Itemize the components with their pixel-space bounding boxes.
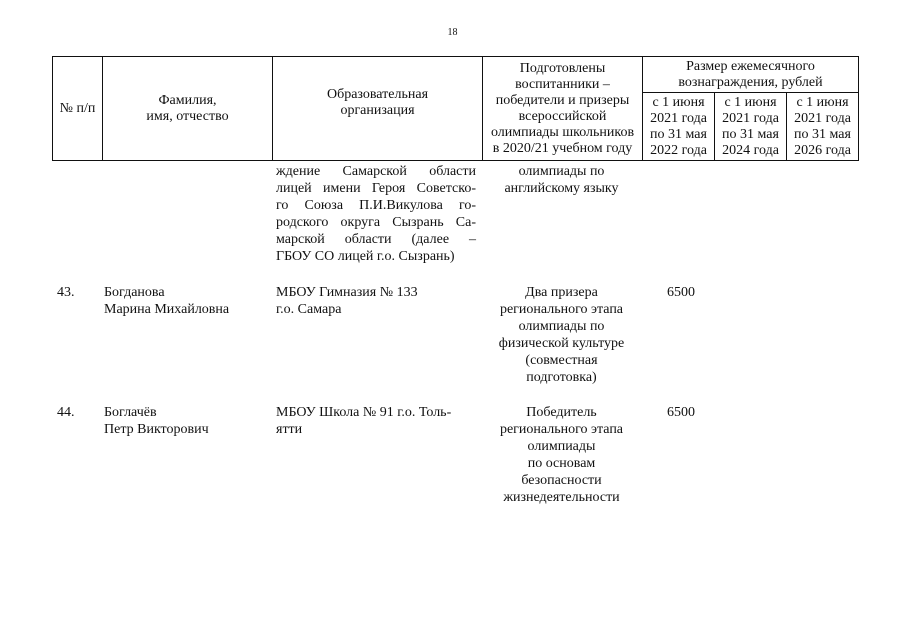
- page-number: 18: [447, 27, 458, 38]
- row-44-num: 44.: [57, 405, 75, 420]
- header-period-2026: с 1 июня 2021 года по 31 мая 2026 года: [787, 93, 859, 161]
- header-period-2022: с 1 июня 2021 года по 31 мая 2022 года: [643, 93, 715, 161]
- row-44-achievement: Победитель регионального этапа олимпиады по основам безопасности жизнедеятельности: [499, 405, 624, 505]
- header-amount-group: Размер ежемесячного вознаграждения, рублей: [643, 57, 859, 93]
- row-43-name: Богданова Марина Михайловна: [104, 285, 230, 317]
- continuation-org: ждение Самарской области лицей имени Героя Советско- го Союза П.И.Викулова го- родского округа Сызрань Са- марской области (далее – ГБОУ СО лицей г.о. Сызрань): [276, 164, 476, 264]
- header-period-2024: с 1 июня 2021 года по 31 мая 2024 года: [715, 93, 787, 161]
- row-43-org: МБОУ Гимназия № 133 г.о. Самара: [276, 285, 418, 317]
- row-43-num: 43.: [57, 285, 75, 300]
- table-header: [52, 56, 859, 161]
- header-org: Образовательная организация: [273, 57, 483, 161]
- continuation-achievement: олимпиады по английскому языку: [504, 164, 619, 196]
- row-43-achievement: Два призера регионального этапа олимпиады по физической культуре (совместная подготовка): [498, 285, 625, 385]
- row-44-org: МБОУ Школа № 91 г.о. Толь- ятти: [276, 405, 452, 437]
- row-44-amount: 6500: [667, 405, 695, 420]
- header-achievement: Подготовлены воспитанники – победители и призеры всероссийской олимпиады школьников в 2020/21 учебном году: [483, 57, 643, 161]
- header-num: № п/п: [53, 57, 103, 161]
- row-44-name: Боглачёв Петр Викторович: [104, 405, 209, 437]
- row-43-amount: 6500: [667, 285, 695, 300]
- header-name: Фамилия, имя, отчество: [103, 57, 273, 161]
